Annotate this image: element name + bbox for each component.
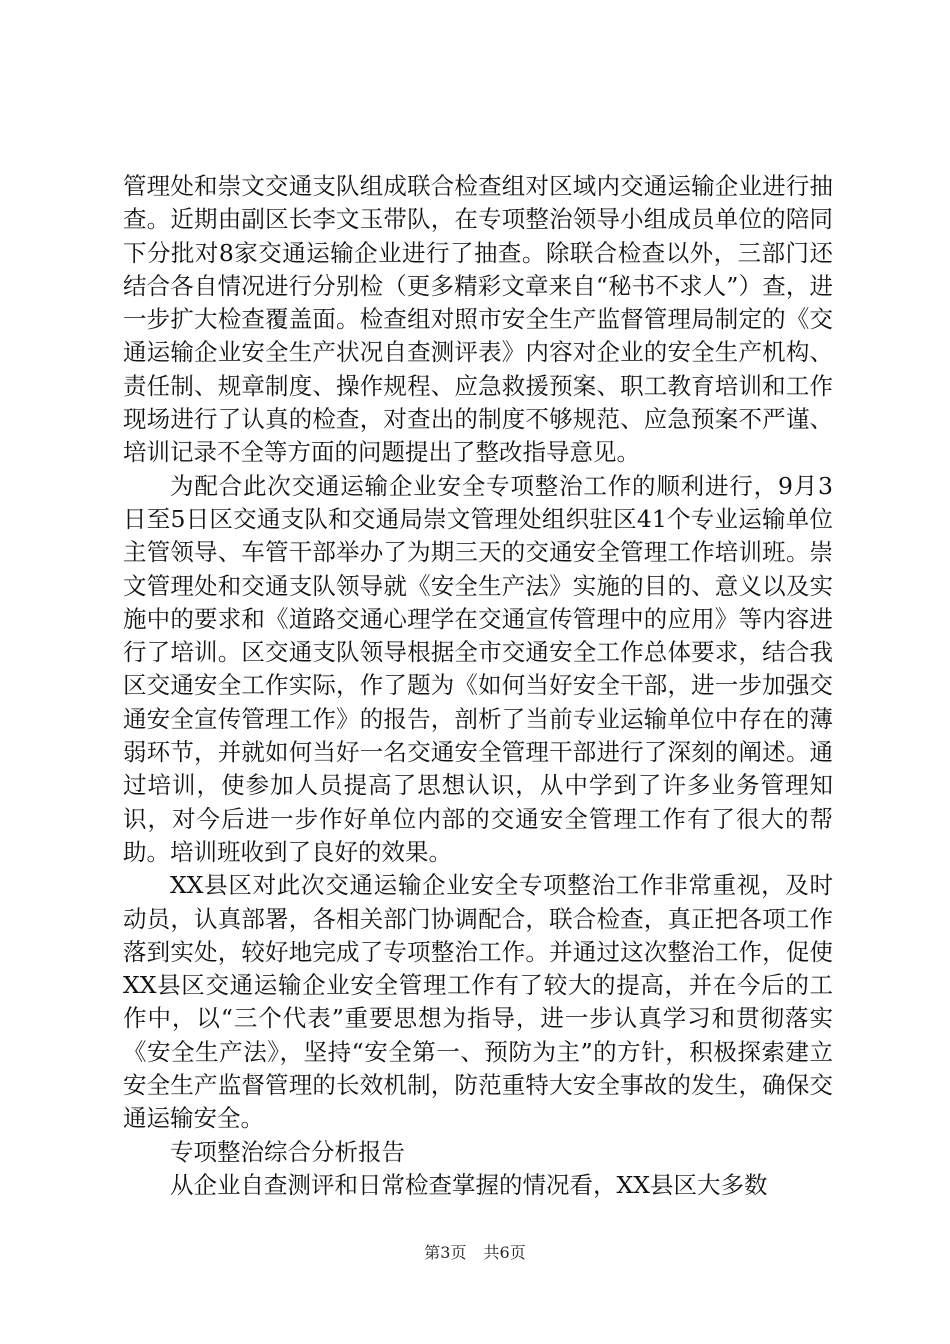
page-number: 第3页	[424, 1243, 467, 1262]
paragraph-summary: XX县区对此次交通运输企业安全专项整治工作非常重视，及时动员，认真部署，各相关部门协调配合，联合检查，真正把各项工作落到实处，较好地完成了专项整治工作。并通过这次整治工作，促使XX县区交通运输企业安全管理工作有了较大的提高，并在今后的工作中，以“三个代表”重要思想为指导，进一步认真学习和贯彻落实《安全生产法》，坚持“安全第一、预防为主”的方针，积极探索建立安全生产监督管理的长效机制，防范重特大安全事故的发生，确保交通运输安全。	[123, 871, 833, 1133]
paragraph-training: 为配合此次交通运输企业安全专项整治工作的顺利进行，9月3日至5日区交通支队和交通局崇文管理处组织驻区41个专业运输单位主管领导、车管干部举办了为期三天的交通安全管理工作培训班。崇文管理处和交通支队领导就《安全生产法》实施的目的、意义以及实施中的要求和《道路交通心理学在交通宣传管理中的应用》等内容进行了培训。区交通支队领导根据全市交通安全工作总体要求，结合我区交通安全工作实际，作了题为《如何当好安全干部，进一步加强交通安全宣传管理工作》的报告，剖析了当前专业运输单位中存在的薄弱环节，并就如何当好一名交通安全管理干部进行了深刻的阐述。通过培训，使参加人员提高了思想认识，从中学到了许多业务管理知识，对今后进一步作好单位内部的交通安全管理工作有了很大的帮助。培训班收到了良好的效果。	[123, 471, 833, 866]
section-heading: 专项整治综合分析报告	[170, 1137, 405, 1166]
document-body	[123, 170, 833, 1202]
paragraph-continued: 管理处和崇文交通支队组成联合检查组对区域内交通运输企业进行抽查。近期由副区长李文玉带队，在专项整治领导小组成员单位的陪同下分批对8家交通运输企业进行了抽查。除联合检查以外，三部门还结合各自情况进行分别检（更多精彩文章来自“秘书不求人”）查，进一步扩大检查覆盖面。检查组对照市安全生产监督管理局制定的《交通运输企业安全生产状况自查测评表》内容对企业的安全生产机构、责任制、规章制度、操作规程、应急救援预案、职工教育培训和工作现场进行了认真的检查，对查出的制度不够规范、应急预案不严谨、培训记录不全等方面的问题提出了整改指导意见。	[123, 172, 833, 467]
page-total: 共6页	[483, 1243, 526, 1262]
page-footer	[0, 1240, 950, 1263]
paragraph-analysis-start: 从企业自查测评和日常检查掌握的情况看，XX县区大多数	[170, 1170, 768, 1199]
